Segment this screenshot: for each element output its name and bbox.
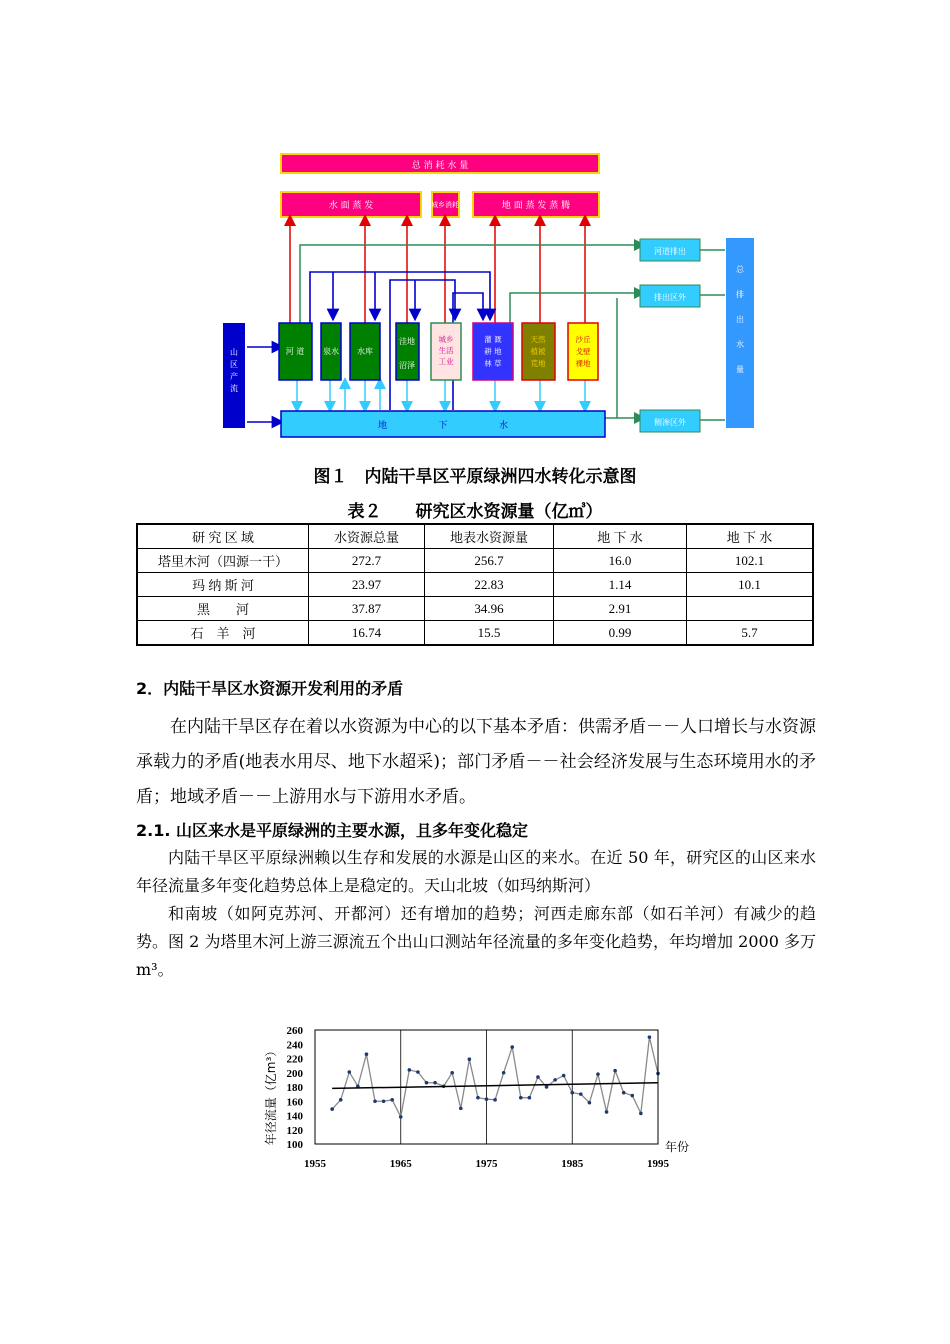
data-point: [613, 1069, 617, 1073]
y-tick-label: 140: [286, 1110, 303, 1123]
mountain-runoff-label: 山区产流: [230, 348, 238, 393]
data-point: [605, 1110, 609, 1114]
table-cell: 15.5: [425, 621, 554, 646]
table-header: 地 下 水: [687, 524, 814, 549]
data-point: [553, 1078, 557, 1082]
table-cell: 23.97: [309, 573, 425, 597]
data-point: [390, 1098, 394, 1102]
section21-paragraph-1: 内陆干旱区平原绿洲赖以生存和发展的水源是山区的来水。在近 50 年，研究区的山区来水年径流量多年变化趋势总体上是稳定的。天山北坡（如玛纳斯河）: [136, 848, 816, 895]
table-cell: 16.0: [554, 549, 687, 573]
data-point: [476, 1096, 480, 1100]
table-cell: 0.99: [554, 621, 687, 646]
lowland-label: 洼地沼泽: [399, 337, 415, 370]
data-point: [382, 1099, 386, 1103]
data-point: [408, 1068, 412, 1072]
section21-heading: 2.1. 山区来水是平原绿洲的主要水源，且多年变化稳定: [136, 821, 528, 840]
lateral-outflow-label: 侧渗区外: [654, 418, 686, 427]
table-cell: 2.91: [554, 597, 687, 621]
urban-industry-label: 城乡生活工业: [438, 335, 454, 366]
x-tick-label: 1975: [475, 1158, 498, 1170]
data-point: [596, 1072, 600, 1076]
y-tick-label: 120: [286, 1124, 303, 1137]
table-cell: [687, 597, 814, 621]
y-tick-label: 200: [286, 1067, 303, 1080]
table-header: 地表水资源量: [425, 524, 554, 549]
table-cell: 5.7: [687, 621, 814, 646]
data-point: [648, 1035, 652, 1039]
y-tick-label: 260: [286, 1025, 303, 1037]
data-point: [528, 1096, 532, 1100]
table-cell: 石 羊 河: [137, 621, 309, 646]
table-row: [137, 597, 813, 621]
table-cell: 102.1: [687, 549, 814, 573]
x-tick-label: 1965: [389, 1158, 412, 1170]
table-cell: 玛 纳 斯 河: [137, 573, 309, 597]
section2-heading: 2．内陆干旱区水资源开发利用的矛盾: [136, 679, 404, 698]
data-point: [536, 1075, 540, 1079]
spring-label: 泉水: [323, 347, 339, 356]
data-point: [510, 1045, 514, 1049]
table-cell: 22.83: [425, 573, 554, 597]
y-tick-label: 220: [286, 1053, 303, 1066]
table-header: 水资源总量: [309, 524, 425, 549]
table-cell: 1.14: [554, 573, 687, 597]
data-point: [502, 1071, 506, 1075]
data-point: [450, 1071, 454, 1075]
groundwater-label: 地 下 水: [378, 421, 508, 431]
data-point: [373, 1099, 377, 1103]
area-outflow-label: 排出区外: [654, 293, 686, 302]
land-evaporation-label: 地 面 蒸 发 蒸 腾: [501, 201, 571, 211]
y-tick-label: 160: [286, 1096, 303, 1109]
natural-vegetation-label: 天然植被荒地: [530, 335, 546, 368]
section2-paragraph: 在内陆干旱区存在着以水资源为中心的以下基本矛盾：供需矛盾－－人口增长与水资源承载力的矛盾(地表水用尽、地下水超采)；部门矛盾－－社会经济发展与生态环境用水的矛盾；地域矛盾－－上游用水与下游用水矛盾。: [136, 717, 816, 807]
table-header-row: [137, 524, 813, 549]
data-point: [433, 1081, 437, 1085]
table2-title: 表２ 研究区水资源量（亿㎥）: [347, 502, 603, 522]
x-tick-label: 1985: [561, 1158, 584, 1170]
urban-consumption-label: 城乡消耗: [431, 201, 459, 209]
data-point: [485, 1097, 489, 1101]
table-cell: 37.87: [309, 597, 425, 621]
x-tick-label: 1995: [647, 1158, 669, 1170]
chart-grid: [315, 1030, 658, 1144]
dune-label: 沙丘戈壁裸地: [575, 335, 591, 368]
runoff-series-line: [332, 1037, 658, 1117]
table-cell: 10.1: [687, 573, 814, 597]
runoff-line-chart: [255, 1020, 705, 1175]
data-point: [519, 1096, 523, 1100]
reservoir-label: 水库: [357, 347, 373, 356]
data-point: [339, 1098, 343, 1102]
chart-series: [330, 1035, 659, 1118]
table-cell: 256.7: [425, 549, 554, 573]
irrigated-label: 灌 溉耕 地林 草: [484, 335, 502, 368]
data-point: [330, 1107, 334, 1111]
y-tick-label: 180: [286, 1082, 303, 1094]
water-transformation-diagram: [215, 150, 760, 445]
trend-line: [332, 1083, 658, 1089]
data-point: [630, 1094, 634, 1098]
data-point: [459, 1107, 463, 1111]
data-point: [425, 1081, 429, 1085]
table-cell: 黑 河: [137, 597, 309, 621]
data-point: [570, 1091, 574, 1095]
data-point: [545, 1085, 549, 1089]
section21-paragraph-2: 和南坡（如阿克苏河、开都河）还有增加的趋势；河西走廊东部（如石羊河）有减少的趋势。图 2 为塔里木河上游三源流五个出山口测站年径流量的多年变化趋势，年均增加 2000 多万 m³。: [136, 904, 816, 979]
table-row: [137, 573, 813, 597]
data-point: [348, 1070, 352, 1074]
table-row: [137, 621, 813, 646]
total-consumption-label: 总 消 耗 水 量: [411, 161, 469, 171]
total-outflow-label: 总排出水量: [736, 265, 744, 374]
data-point: [562, 1074, 566, 1078]
data-point: [399, 1115, 403, 1119]
table-cell: 16.74: [309, 621, 425, 646]
table-row: [137, 549, 813, 573]
y-tick-label: 240: [286, 1039, 303, 1052]
x-axis-label: 年份: [665, 1140, 690, 1154]
data-point: [416, 1070, 420, 1074]
data-point: [365, 1052, 369, 1056]
data-point: [579, 1092, 583, 1096]
y-axis-label: 年径流量（亿m³）: [264, 1044, 278, 1146]
table-header: 地 下 水: [554, 524, 687, 549]
figure1-caption: 图１ 内陆干旱区平原绿洲四水转化示意图: [313, 467, 637, 487]
table-cell: 34.96: [425, 597, 554, 621]
data-point: [468, 1057, 472, 1061]
table-cell: 塔里木河（四源一干）: [137, 549, 309, 573]
river-outflow-label: 河道排出: [654, 247, 686, 256]
data-point: [639, 1112, 643, 1116]
river-label: 河 道: [285, 347, 305, 356]
data-point: [588, 1101, 592, 1105]
table-header: 研 究 区 域: [137, 524, 309, 549]
data-point: [493, 1098, 497, 1102]
water-evaporation-label: 水 面 蒸 发: [328, 201, 374, 211]
x-tick-label: 1955: [304, 1158, 326, 1170]
data-point: [622, 1091, 626, 1095]
table-cell: 272.7: [309, 549, 425, 573]
water-resources-table: [136, 523, 814, 646]
y-tick-label: 100: [286, 1139, 303, 1151]
